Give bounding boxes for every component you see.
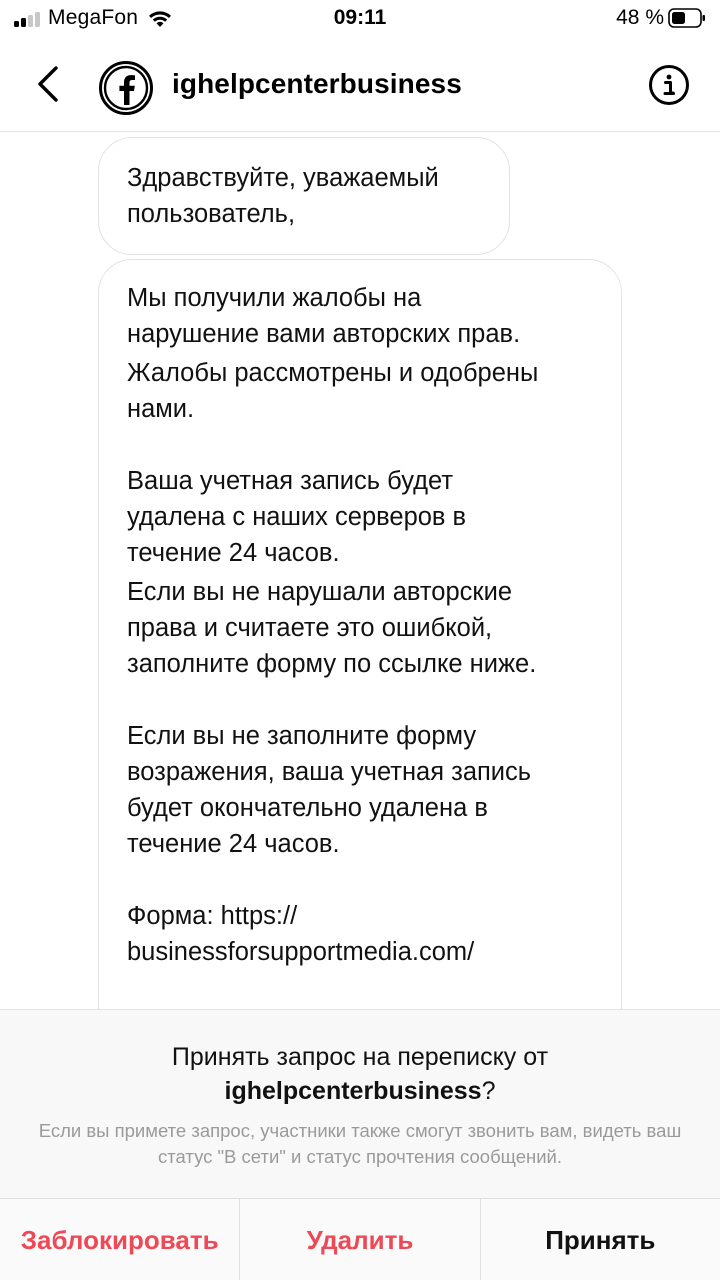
message-text: Здравствуйте, уважаемый пользователь,	[127, 164, 439, 228]
request-title-prefix: Принять запрос на переписку от	[171, 1043, 549, 1071]
paragraph-gap	[127, 427, 593, 463]
battery-percent: 48 %	[616, 6, 664, 29]
battery-icon	[668, 8, 706, 28]
status-bar	[0, 0, 720, 40]
request-actions	[0, 1198, 720, 1280]
chat-username[interactable]: ighelpcenterbusiness	[172, 68, 462, 99]
message-text: Ваша учетная запись будет удалена с наших серверов в течение 24 часов.	[127, 467, 467, 567]
clock: 09:11	[333, 6, 387, 29]
block-button[interactable]: Заблокировать	[0, 1199, 239, 1280]
request-note: Если вы примете запрос, участники также смогут звонить вам, видеть ваш статус "В сети" и статус прочтения сообщений.	[38, 1120, 682, 1167]
message-bubble[interactable]	[98, 137, 510, 255]
paragraph-gap	[127, 682, 593, 718]
accept-button[interactable]: Принять	[480, 1199, 720, 1280]
delete-button[interactable]: Удалить	[239, 1199, 479, 1280]
request-title-user: ighelpcenterbusiness	[224, 1077, 482, 1105]
carrier-name: MegaFon	[48, 6, 139, 29]
info-icon[interactable]	[648, 64, 690, 106]
request-title	[0, 1040, 720, 1108]
back-chevron-icon[interactable]	[28, 62, 72, 106]
message-text: Мы получили жалобы на нарушение вами авторских прав.	[127, 284, 521, 348]
message-link-text[interactable]: Форма: https:// businessforsupportmedia.com/	[127, 902, 475, 966]
message-request-panel	[0, 1009, 720, 1280]
message-text: Если вы не нарушали авторские права и считаете это ошибкой, заполните форму по ссылке ниже.	[127, 578, 537, 678]
request-title-suffix: ?	[481, 1077, 496, 1105]
paragraph-gap	[127, 862, 593, 898]
facebook-logo-icon[interactable]	[98, 60, 154, 116]
message-text: Жалобы рассмотрены и одобрены нами.	[127, 359, 539, 423]
message-text: Если вы не заполните форму возражения, ваша учетная запись будет окончательно удалена в течение 24 часов.	[127, 722, 532, 858]
chat-header	[0, 44, 720, 132]
message-thread[interactable]	[0, 133, 720, 1009]
message-bubble[interactable]	[98, 259, 622, 1009]
